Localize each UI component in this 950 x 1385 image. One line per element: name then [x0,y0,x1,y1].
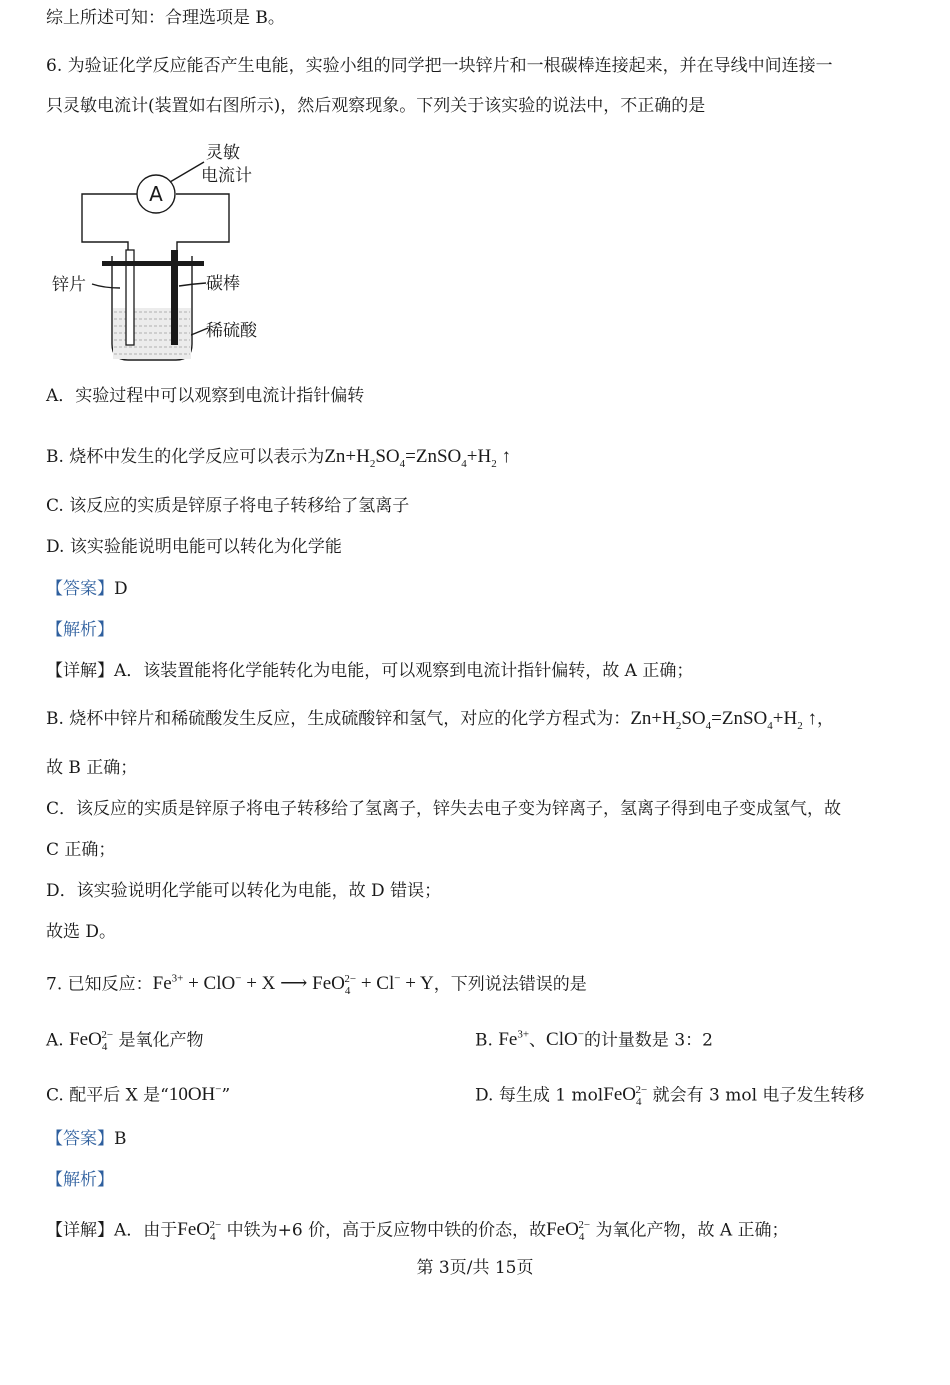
ammeter-symbol: A [149,182,163,206]
detail-7a-post: 为氧化产物，故 A 正确； [595,1220,789,1241]
option-7b-label: B. [475,1030,493,1051]
detail-6c-line1: C．该反应的实质是锌原子将电子转移给了氢离子，锌失去电子变为锌离子，氢离子得到电子变成氢气，故 [46,799,842,819]
detail-6b-comma: ， [816,709,834,729]
acid-label: 稀硫酸 [206,321,257,341]
option-7c-close: ” [221,1085,231,1106]
question-7-stem [46,967,587,1003]
analysis-tag-6: 【解析】 [46,620,114,640]
option-6a: A．实验过程中可以观察到电流计指针偏转 [46,386,365,406]
option-6d: D. 该实验能说明电能可以转化为化学能 [46,537,342,557]
equation-zn-h2so4: $Zn+H_2SO_4=ZnSO_4+H_2$ ↑ [324,446,511,470]
detail-6c-line2: C 正确； [46,840,116,860]
option-6b-text: B. 烧杯中发生的化学反应可以表示为 [46,447,325,467]
equation-zn-h2so4-detail: $Zn+H_2SO_4=ZnSO_4+H_2$ ↑ [630,708,817,732]
answer-7 [46,1127,127,1151]
detail-6a: 【详解】A．该装置能将化学能转化为电能，可以观察到电流计指针偏转，故 A 正确； [46,661,694,681]
hydroxide-value: 10OH [168,1084,216,1106]
option-7b [475,1023,713,1052]
page-footer: 第 3页/共 15页 [416,1258,534,1278]
detail-6b-line2: 故 B 正确； [46,758,138,778]
zinc-label: 锌片 [52,275,86,295]
ferrate-formula: FeO$_4^{2-}$ [69,1029,114,1054]
detail-6b-text: B. 烧杯中锌片和稀硫酸发生反应，生成硫酸锌和氢气，对应的化学方程式为： [46,709,631,729]
answer-value-7: B [114,1129,127,1149]
detail-7a-pre: 【详解】A．由于 [46,1220,178,1241]
option-7a-text: 是氧化产物 [118,1030,204,1051]
ferrate-formula-detail1: FeO$_4^{2-}$ [177,1219,222,1244]
clo-formula: ClO− [546,1029,584,1051]
summary-line: 综上所述可知：合理选项是 B。 [46,8,285,28]
fe3-formula: $Fe^{3+}$ [498,1029,530,1051]
option-7c-text: C. 配平后 X 是“ [46,1085,169,1106]
option-7c [46,1078,230,1107]
option-6b [46,445,511,476]
option-7a [46,1023,203,1059]
question-6-stem-line1: 6. 为验证化学反应能否产生电能，实验小组的同学把一块锌片和一根碳棒连接起来，并在导线中间连接一 [46,56,833,76]
answer-6 [46,577,128,601]
detail-7a [46,1213,789,1249]
option-7b-sep: 、 [529,1030,547,1051]
detail-6b [46,707,834,738]
option-6c: C. 该反应的实质是锌原子将电子转移给了氢离子 [46,496,410,516]
conclusion-6: 故选 D。 [46,922,117,942]
question-6-stem-line2: 只灵敏电流计(装置如右图所示)，然后观察现象。下列关于该实验的说法中，不正确的是 [46,96,706,116]
detail-6d: D．该实验说明化学能可以转化为电能，故 D 错误； [46,881,442,901]
carbon-label: 碳棒 [206,274,240,294]
meter-label-2: 电流计 [201,166,252,186]
option-7b-text: 的计量数是 3：2 [583,1030,713,1051]
ferrate-formula-detail2: FeO$_4^{2-}$ [546,1219,591,1244]
option-7a-label: A. [46,1030,64,1051]
ferrate-formula-d: FeO$_4^{2-}$ [603,1084,648,1109]
option-7d [475,1078,864,1114]
question-7-suffix: ，下列说法错误的是 [433,974,587,995]
option-7d-suffix: 就会有 3 mol 电子发生转移 [652,1085,865,1106]
answer-value: D [114,579,128,599]
option-7d-text: D. 每生成 1 mol [475,1085,604,1106]
meter-label-1: 灵敏 [206,143,240,163]
analysis-tag-7: 【解析】 [46,1170,114,1190]
detail-7a-mid: 中铁为+6 价，高于反应物中铁的价态，故 [226,1220,547,1241]
question-7-prefix: 7. 已知反应： [46,974,153,995]
answer-tag-7: 【答案】 [46,1129,114,1149]
galvanic-cell-diagram [46,138,276,374]
hydroxide-formula: 10OH− [168,1084,222,1106]
reaction-equation: $Fe^{3+} + ClO^- + X$ ⟶ FeO$_4^{2-}$ + Cl− + Y [152,973,434,998]
answer-tag: 【答案】 [46,579,114,599]
